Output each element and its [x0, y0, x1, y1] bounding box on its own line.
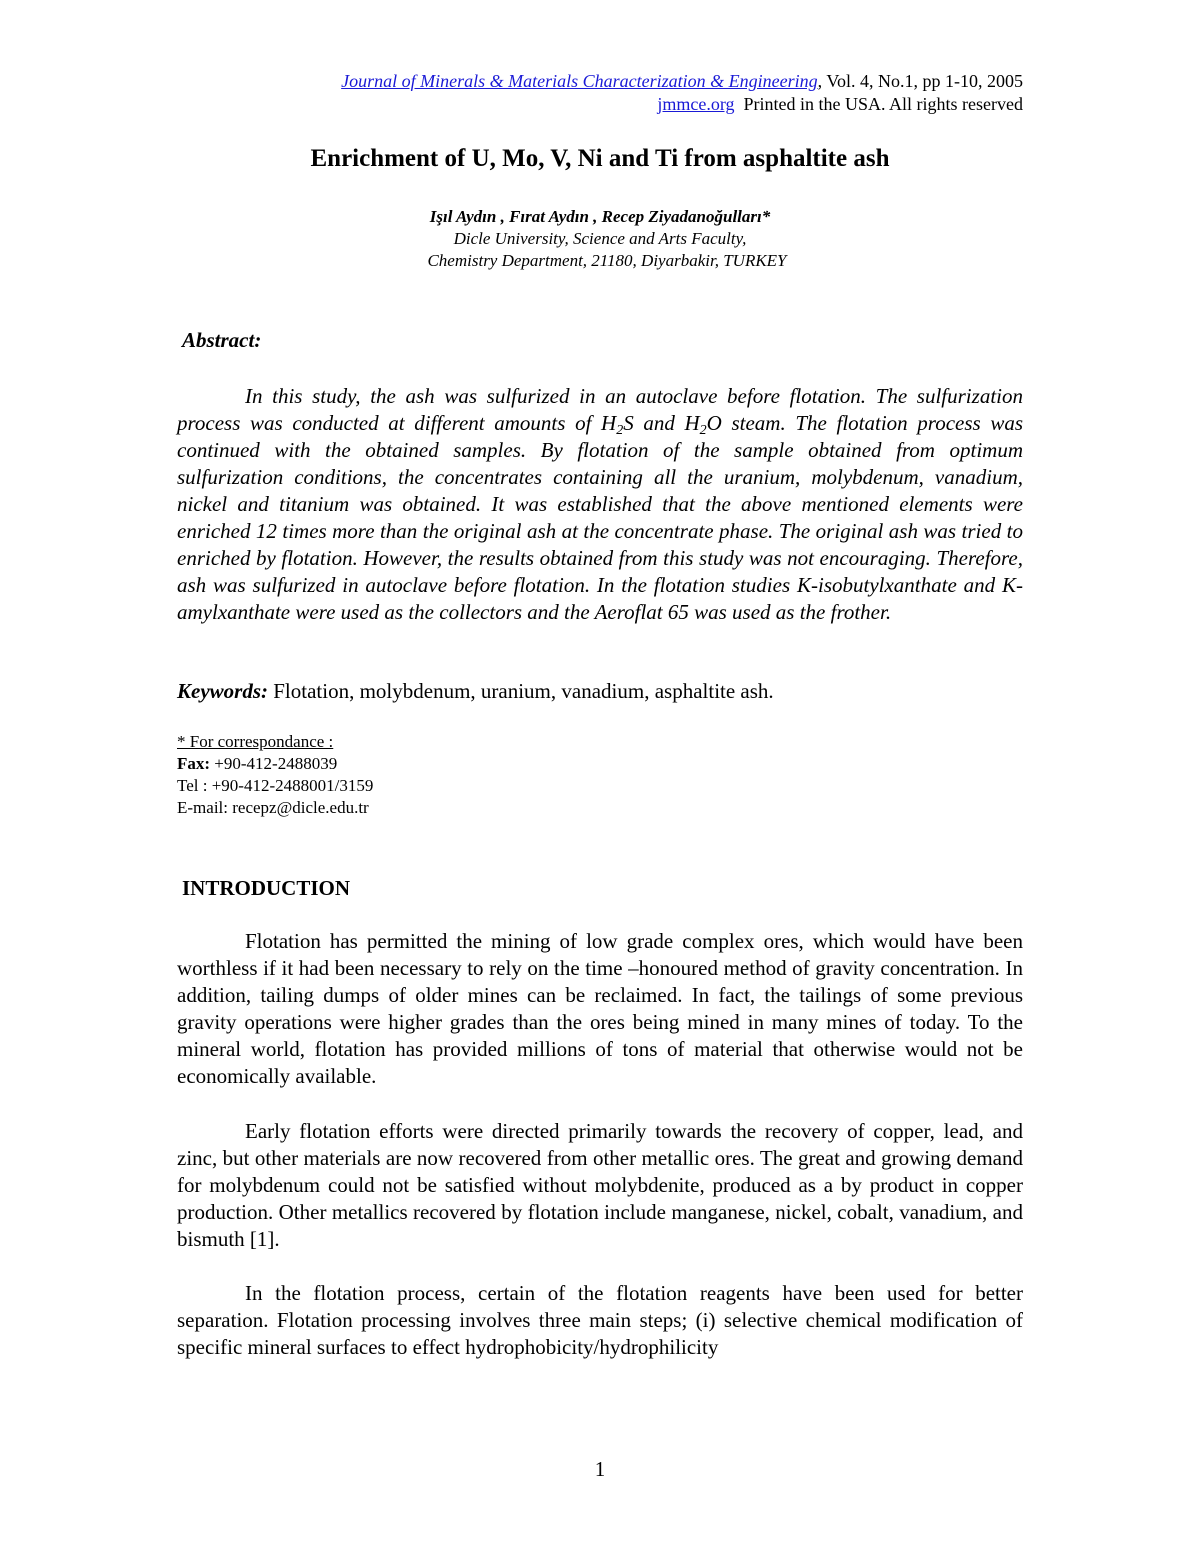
- author-names: Işıl Aydın , Fırat Aydın , Recep Ziyadanoğulları*: [429, 207, 771, 226]
- journal-site-link[interactable]: jmmce.org: [657, 94, 735, 114]
- intro-paragraph: Early flotation efforts were directed primarily towards the recovery of copper, lead, and zinc, but other materials are now recovered from other metallic ores. The great and growing demand for molybdenum could not be satisfied without molybdenite, produced as a by product in copper production. Other metallics recovered by flotation include manganese, nickel, cobalt, vanadium, and bismuth [1].: [177, 1119, 1023, 1251]
- tel-line: Tel : +90-412-2488001/3159: [177, 776, 374, 795]
- fax-number: +90-412-2488039: [210, 754, 338, 773]
- abstract-text-3: O steam. The flotation process was continued with the obtained samples. By flotation of the sample obtained from optimum sulfurization conditions, the concentrates containing all the uranium, molybdenum, vanadium, nickel and titanium was obtained. It was established that the above mentioned elements were enriched 12 times more than the original ash at the concentrate phase. The original ash was tried to enriched by flotation. However, the results obtained from this study was not encouraging. Therefore, ash was sulfurized in autoclave before flotation. In the flotation studies K-isobutylxanthate and K-amylxanthate were used as the collectors and the Aeroflat 65 was used as the frother.: [177, 411, 1024, 624]
- email-line: E-mail: recepz@dicle.edu.tr: [177, 798, 369, 817]
- intro-paragraph-1-block: [177, 928, 1023, 1090]
- author-block: [0, 206, 1200, 272]
- abstract-subscript-1: 2: [616, 423, 624, 438]
- abstract-subscript-2: 2: [699, 423, 707, 438]
- journal-site-line: [341, 93, 1023, 116]
- affiliation-line-2: Chemistry Department, 21180, Diyarbakir, TURKEY: [427, 251, 787, 270]
- abstract-body: [177, 383, 1023, 626]
- intro-paragraph: In the flotation process, certain of the flotation reagents have been used for better separation. Flotation processing involves three main steps; (i) selective chemical modification of specific mineral surfaces to effect hydrophobicity/hydrophilicity: [177, 1281, 1023, 1359]
- keywords-text: Flotation, molybdenum, uranium, vanadium, asphaltite ash.: [268, 679, 774, 703]
- journal-name-link[interactable]: Journal of Minerals & Materials Characterization & Engineering: [341, 71, 818, 91]
- journal-citation: , Vol. 4, No.1, pp 1-10, 2005: [817, 71, 1023, 91]
- journal-citation-line: [341, 70, 1023, 93]
- abstract-heading: Abstract:: [182, 328, 262, 352]
- journal-rights: Printed in the USA. All rights reserved: [743, 94, 1023, 114]
- keywords-label: Keywords:: [177, 679, 268, 703]
- paper-title: Enrichment of U, Mo, V, Ni and Ti from asphaltite ash: [310, 145, 890, 172]
- abstract-text-2: S and H: [623, 411, 700, 435]
- fax-line: [177, 753, 373, 775]
- abstract-paragraph: [177, 383, 1023, 626]
- introduction-heading: INTRODUCTION: [182, 876, 351, 900]
- intro-paragraph-2-block: [177, 1118, 1023, 1253]
- affiliation-line-1: Dicle University, Science and Arts Faculty,: [453, 229, 747, 248]
- fax-label: Fax:: [177, 754, 211, 773]
- intro-paragraph: Flotation has permitted the mining of low grade complex ores, which would have been worthless if it had been necessary to rely on the time –honoured method of gravity concentration. In addition, tailing dumps of older mines can be reclaimed. In fact, the tailings of some previous gravity operations were higher grades than the ores being mined in many mines of today. To the mineral world, flotation has provided millions of tons of material that otherwise would not be economically available.: [177, 929, 1023, 1088]
- keywords-line: [177, 679, 774, 704]
- page-number: 1: [594, 1457, 606, 1481]
- journal-header: [341, 70, 1023, 116]
- intro-paragraph-3-block: [177, 1280, 1023, 1361]
- correspondence-heading: * For correspondance :: [177, 732, 334, 751]
- abstract-text-1: In this study, the ash was sulfurized in an autoclave before flotation. The sulfurization process was conducted at different amounts of H: [177, 384, 1023, 435]
- correspondence-block: [177, 731, 373, 819]
